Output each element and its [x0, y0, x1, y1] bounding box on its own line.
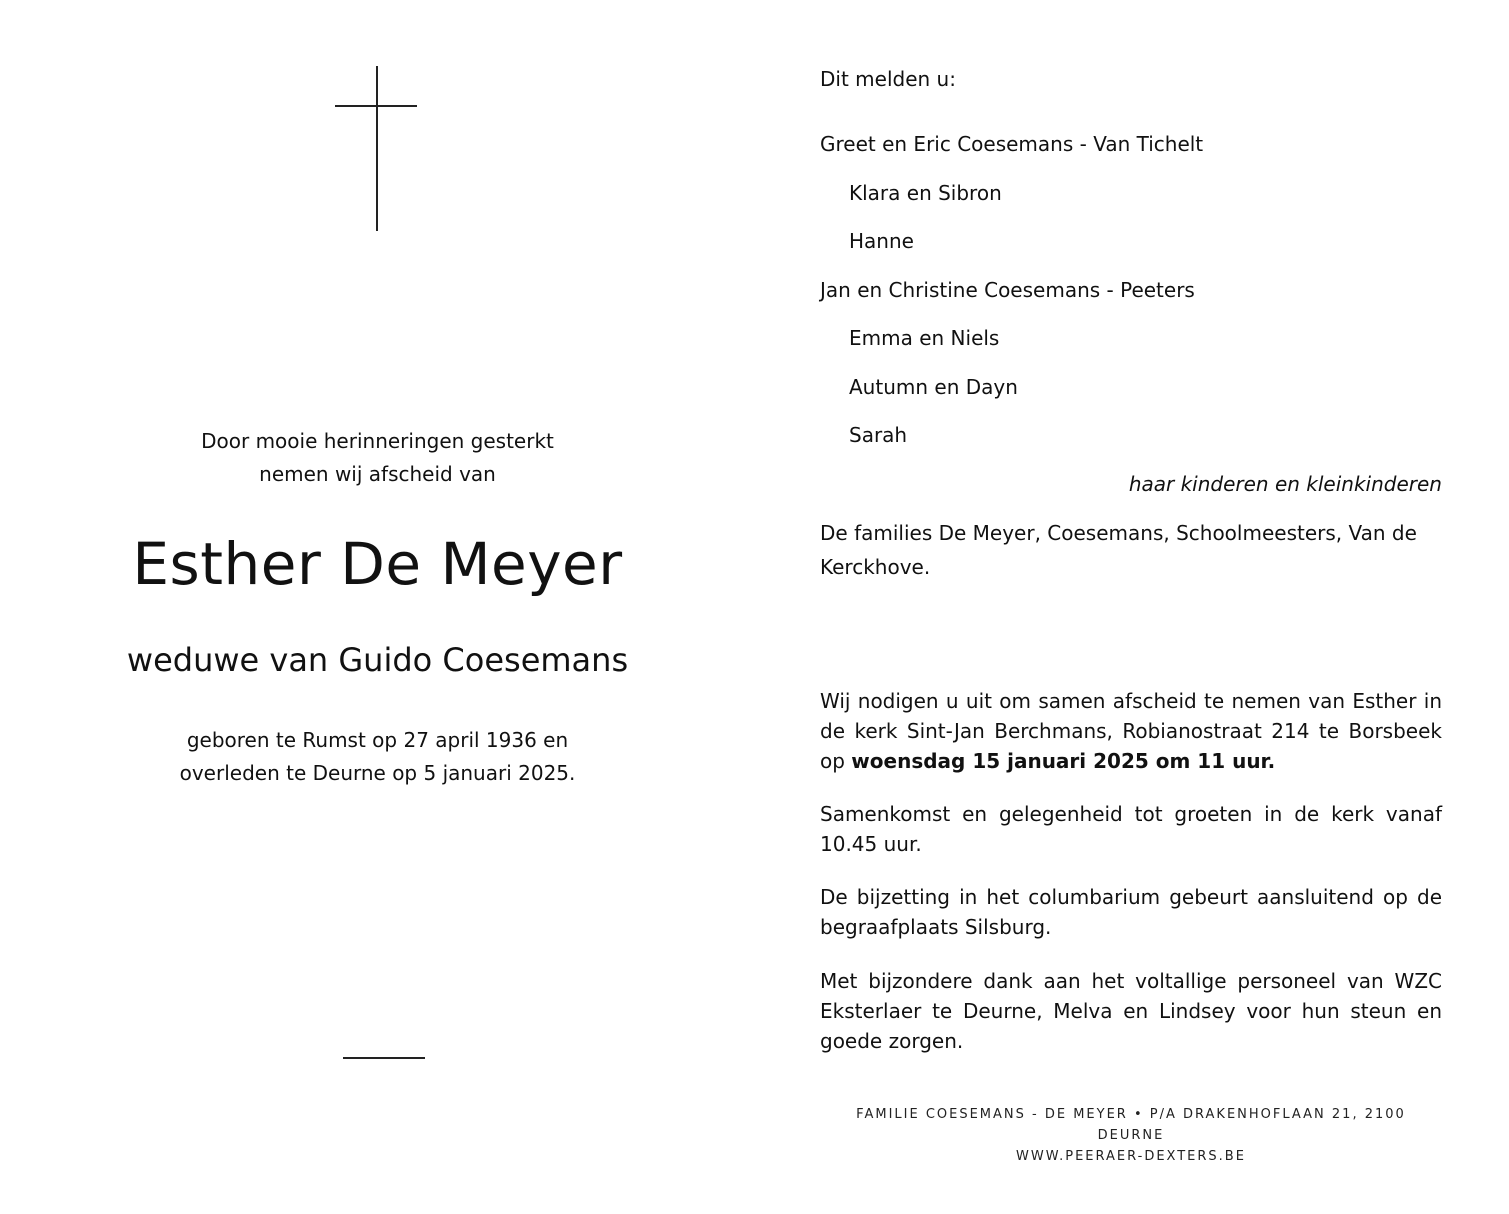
intro-text	[60, 425, 695, 491]
family-member: Klara en Sibron	[849, 181, 1002, 205]
life-dates	[60, 724, 695, 790]
family-member: Greet en Eric Coesemans - Van Tichelt	[820, 132, 1204, 156]
invitation-text: Wij nodigen u uit om samen afscheid te nemen van Esther in de kerk Sint-Jan Berchmans, Robianostraat 214 te Borsbeek op	[820, 689, 1442, 773]
interment-paragraph: De bijzetting in het columbarium gebeurt aansluitend op de begraafplaats Silsburg.	[820, 885, 1442, 939]
intro-line: Door mooie herinneringen gesterkt	[201, 429, 554, 453]
invitation-paragraph	[820, 686, 1442, 776]
footer-address: FAMILIE COESEMANS - DE MEYER • P/A DRAKENHOFLAAN 21, 2100 DEURNE	[856, 1107, 1406, 1143]
gathering-paragraph: Samenkomst en gelegenheid tot groeten in de kerk vanaf 10.45 uur.	[820, 802, 1442, 856]
family-member: Sarah	[849, 423, 908, 447]
family-member: Autumn en Dayn	[849, 375, 1018, 399]
divider	[343, 1057, 425, 1059]
cross-icon	[376, 66, 378, 231]
family-member: Emma en Niels	[849, 326, 1000, 350]
death-line: overleden te Deurne op 5 januari 2025.	[179, 761, 576, 785]
announce-text: Dit melden u:	[820, 67, 956, 91]
families-line: De families De Meyer, Coesemans, Schoolmeesters, Van de	[820, 521, 1417, 545]
family-member: Jan en Christine Coesemans - Peeters	[820, 278, 1195, 302]
deceased-name: Esther De Meyer	[132, 530, 623, 598]
ceremony-datetime: woensdag 15 januari 2025 om 11 uur.	[851, 749, 1276, 773]
cross-icon-bar	[335, 105, 417, 107]
spouse-line: weduwe van Guido Coesemans	[126, 641, 629, 679]
family-signature: haar kinderen en kleinkinderen	[1128, 472, 1442, 496]
birth-line: geboren te Rumst op 27 april 1936 en	[186, 728, 569, 752]
family-member: Hanne	[849, 229, 914, 253]
footer	[820, 1104, 1442, 1167]
footer-website: WWW.PEERAER-DEXTERS.BE	[1016, 1149, 1246, 1164]
thanks-paragraph: Met bijzondere dank aan het voltallige personeel van WZC Eksterlaer te Deurne, Melva en Lindsey voor hun steun en goede zorgen.	[820, 969, 1442, 1053]
intro-line: nemen wij afscheid van	[259, 462, 496, 486]
families-line: Kerckhove.	[820, 555, 931, 579]
